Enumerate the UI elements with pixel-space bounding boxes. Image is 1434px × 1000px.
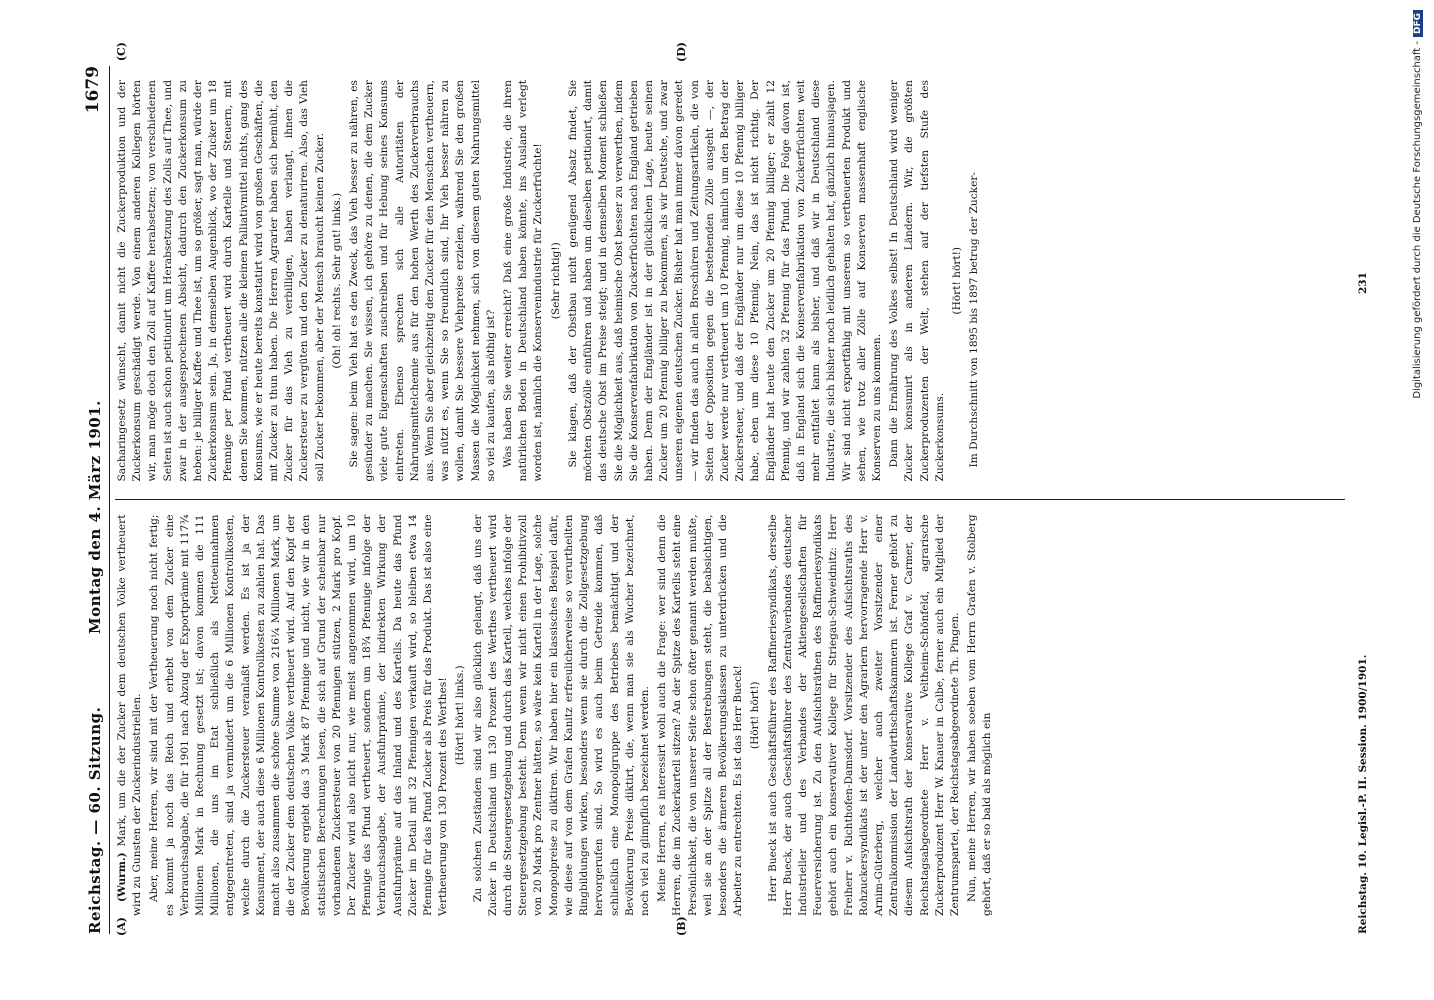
paragraph-text: Meine Herren, es interessirt wohl auch die Frage: wer sind denn die Herren, die im Zuckerkartell sitzen? An der Spitze des Kartells steht eine Persönlichkeit, die von unserer Seite schon öfter genannt werden mußte, weil sie an der Spitze all der Bestrebungen steht, die beabsichtigen, besonders die ärmeren Bevölkerungsklassen zu unterdrücken und die Arbeiter zu entrechten. Es ist das Herr Bueck! — [656, 514, 745, 916]
paragraph-text: Was haben Sie weiter erreicht? Daß eine große Industrie, die ihren natürlichen Boden in Deutschland haben könnte, ins Ausland verlegt worden ist, nämlich die Konservenindustrie für Zuckerfrüchte! — [502, 80, 545, 482]
page-header — [83, 66, 110, 934]
page-number: 1679 — [83, 66, 103, 114]
paragraph-text: Sacharingesetz wünscht, damit nicht die Zuckerproduktion und der Zuckerkonsum geschädigt werde. Von einem anderen Kollegen hörten wir, man möge doch den Zoll auf Kaffee herabsetzen; von verschiedenen Seiten ist auch schon petitionirt um Herabsetzung des Zolls auf Thee, und zwar in der ausgesprochenen Absicht, dadurch den Zuckerkonsum zu heben: je billiger Kaffee und Thee ist, um so größer, sagt man, würde der Zuckerkonsum sein. Ja, in demselben Augenblick, wo der Zucker um 18 Pfennige per Pfund vertheuert wird durch Kartelle und Steuern, mit denen Sie kommen, nützen alle die kleinen Palliativmittel nichts, gang des Konsums, wie er heute bereits konstatirt wird von großen Geschäften, die mit Zucker zu thun haben. Die Herren Agrarier haben sich bemüht, den Zucker für das Vieh zu verbilligen, haben verlangt, ihnen die Zuckersteuer zu vergüten und den Zucker zu denaturiren. Also, das Vieh soll Zucker bekommen, aber der Mensch braucht keinen Zucker. — [116, 80, 326, 482]
page-footer — [1357, 66, 1369, 934]
left-column — [115, 501, 1345, 935]
paragraph-text: Zu solchen Zuständen sind wir also glücklich gelangt, daß uns der Zucker in Deutschland um 130 Prozent des Werthes vertheuert wird durch die Steuergesetzgebung und durch das Kartell, welches infolge der Steuergesetzgebung besteht. Denn wenn wir nicht einen Prohibitivzoll von 20 Mark pro Zentner hätten, so wäre kein Kartell in der Lage, solche Monopolpreise zu diktiren. Wir haben hier ein klassisches Beispiel dafür, wie diese auf von dem Grafen Kanitz erfreulicherweise so verurtheilten Ringbildungen wirken, besonders wenn sie durch die Zollgesetzgebung hervorgerufen sind. So wird es auch beim Getreide kommen, daß schließlich eine Monopolgruppe des Betriebes bemächtigt und der Bevölkerung Preise diktirt, die, wenn man sie als Wucher bezeichnet, noch viel zu glimpflich bezeichnet werden. — [471, 514, 651, 916]
paragraph — [147, 515, 451, 917]
paragraph — [766, 515, 964, 917]
footer-signature: 231 — [1357, 272, 1369, 294]
text-columns — [115, 42, 1345, 936]
paragraph — [501, 80, 547, 482]
paragraph-text: Sie klagen, daß der Obstbau nicht genügend Absatz findet, Sie möchten Obstzölle einführen und haben um dieselben petitionirt, damit das deutsche Obst im Preise steigt; und in demselben Moment schließen Sie die Möglichkeit aus, daß heimische Obst besser zu verwerthen, indem Sie die Konservenfabrikation von Zuckerfrüchten nach England getrieben haben. Denn der Engländer ist in der glücklichen Lage, heute seinen Zucker um 20 Pfennig billiger zu bekommen, als wir Deutsche, und zwar unseren eigenen deutschen Zucker. Bisher hat man immer davon geredet — wir finden das auch in allen Broschüren und Zeitungsartikeln, die von Seiten der Opposition gegen die bestehenden Zölle ausgeht —, der Zucker werde nur vertheuert um 10 Pfennig, nämlich um den Betrag der Zuckersteuer, und daß der Engländer nur um diese 10 Pfennig billiger habe, eben um diese 10 Pfennig. Nein, das ist nicht richtig. Der Engländer hat heute den Zucker um 20 Pfennig billiger; er zahlt 12 Pfennig, und wir zahlen 32 Pfennig für das Pfund. Die Folge davon ist, daß in England sich die Konservenfabrikation von Zuckerfrüchten weit mehr entfaltet kann als bisher, und daß wir in Deutschland diese Industrie, die sich bisher noch leidlich gehalten hat, gänzlich hinausjagen. Wir sind nicht exportfähig mit unserem so vertheuerten Produkt und sehen, wie trotz aller Zölle auf Konserven massenhaft englische Konserven zu uns kommen. — [566, 80, 883, 482]
rotated-page — [65, 40, 1375, 960]
paragraph-text: Herr Bueck ist auch Geschäftsführer des Raffineriesyndikats, derselbe Herr Bueck, der auch Geschäftsführer des Zentralverbandes deutscher Industrieller und des Verbandes der Aktiengesellschaften für Feuerversicherung ist. Zu den Aufsichtsräthen des Raffineriesyndikats gehört auch ein konservativer Kollege für Striegau-Schweidnitz: Herr Freiherr v. Richthofen-Damsdorf. Vorsitzender des Aufsichtsraths des Rohzuckersyndikats ist der unter den Agrariern hervorragende Herr v. Arnim-Güterberg, welcher auch zweiter Vorsitzender einer Zentralkommission der Landwirthschaftskammern ist. Ferner gehört zu diesem Aufsichtsrath der konservative Kollege Graf v. Carmer, der Reichstagsabgeordnete Herr v. Veltheim-Schönfeld, agrarische Zuckerproduzent Herr W. Knauer in Calbe, ferner auch ein Mitglied der Zentrumspartei, der Reichstagsabgeordnete Th. Pingen. — [766, 514, 961, 916]
paragraph — [655, 515, 746, 917]
paragraph-text: Aber, meine Herren, wir sind mit der Vertheuerung noch nicht fertig; es kommt ja noch das Reich und erhebt von dem Zucker eine Verbrauchsabgabe, die für 1901 nach Abzug der Exportprämie mit 117¾ Millionen Mark in Rechnung gesetzt ist; davon kommen die 111 Millionen, die uns im Etat schließlich als Nettoeinnahmen entgegentreten, sind ja vermindert um die 6 Millionen Kontrollkosten, welche durch die Zuckersteuer veranlaßt werden. Es ist ja der Konsument, der auch diese 6 Millionen Kontrollkosten zu zahlen hat. Das macht also zusammen die schöne Summe von 216¼ Millionen Mark, um die der Zucker dem deutschen Volke vertheuert wird. Auf den Kopf der Bevölkerung ergiebt das 3 Mark 87 Pfennige und nicht, wie wir in den statistischen Berechnungen lesen, die sich auf Grund der scheinbar nur vorhandenen Zuckersteuer von 20 Pfennigen stützen, 2 Mark pro Kopf. Der Zucker wird also nicht nur, wie meist angenommen wird, um 10 Pfennige das Pfund vertheuert, sondern um 18¾ Pfennige infolge der Verbrauchsabgabe, der Ausfuhrprämie, der indirekten Wirkung der Ausfuhrprämie auf das Inland und des Kartells. Da heute das Pfund Zucker im Detail mit 32 Pfennigen verkauft wird, so bleiben etwa 14 Pfennige für das Pfund Zucker als Preis für das Produkt. Das ist also eine Vertheuerung von 130 Prozent des Werthes! — [148, 514, 450, 916]
header-date: Montag den 4. März 1901. — [86, 400, 104, 634]
paragraph — [887, 80, 948, 482]
paragraph-text: (Oh! oh! rechts. Sehr gut! links.) — [330, 192, 343, 369]
paragraph — [115, 515, 145, 917]
marker-a: (A) — [115, 917, 128, 936]
paragraph — [965, 515, 995, 917]
paragraph — [950, 80, 965, 482]
paragraph-text: Nun, meine Herren, wir haben soeben vom Herrn Grafen v. Stolberg gehört, daß er so bald als möglich ein — [966, 514, 994, 916]
marker-b: (B) — [675, 916, 688, 936]
header-left: Reichstag. — 60. Sitzung. — [86, 706, 104, 934]
paragraph-text: Im Durchschnitt von 1895 bis 1897 betrug der Zucker- — [968, 172, 981, 468]
paragraph-text: (Hört! hört!) — [749, 681, 762, 750]
paragraph — [549, 80, 564, 482]
paragraph — [967, 80, 982, 482]
paragraph — [347, 80, 499, 482]
right-column — [115, 42, 1345, 501]
paragraph-text: (Hört! hört! links.) — [454, 665, 467, 766]
dfg-logo: DFG — [1413, 10, 1423, 37]
paragraph-text: (Sehr richtig!) — [549, 242, 562, 320]
paragraph — [471, 515, 653, 917]
paragraph — [453, 515, 468, 917]
paragraph-text: Sie sagen: beim Vieh hat es den Zweck, das Vieh besser zu nähren, es gesünder zu machen. Sie wissen, ich gehöre zu denen, die dem Zucker viele gute Eigenschaften zuschreiben und für Hebung seines Konsums eintreten. Ebenso sprechen sich alle Autoritäten der Nahrungsmittelchemie aus für den hohen Werth des Zuckerverbrauchs aus. Wenn Sie aber gleichzeitig den Zucker für den Menschen vertheuern, was nützt es, wenn Sie so freundlich sind, Ihr Vieh besser nähren zu wollen, damit Sie bessere Viehpreise erzielen, während Sie den großen Massen die Möglichkeit nehmen, sich von diesem guten Nahrungsmittel so viel zu kaufen, als nöthig ist? — [348, 80, 497, 482]
marker-c: (C) — [115, 42, 128, 62]
paragraph — [330, 80, 345, 482]
paragraph-text: Dann die Ernährung des Volkes selbst! In Deutschland wird weniger Zucker konsumirt als in anderen Ländern. Wir, die größten Zuckerproduzenten der Welt, stehen auf der tiefsten Stufe des Zuckerkonsums. — [888, 80, 946, 482]
paragraph — [748, 515, 763, 917]
marker-d: (D) — [675, 42, 688, 62]
paragraph-text: (Hört! hört!) — [950, 246, 963, 315]
speaker-name: (Wurm.) — [116, 852, 128, 902]
dfg-sidebar — [1412, 10, 1430, 990]
paragraph — [566, 80, 885, 482]
paragraph-text: Mark, um die der Zucker dem deutschen Volke vertheuert wird zu Gunsten der Zuckerindustriellen. — [116, 514, 144, 916]
footer-session: Reichstag. 10. Legisl.-P. II. Session. 1900/1901. — [1357, 654, 1369, 934]
dfg-credit — [1412, 10, 1430, 990]
paragraph — [115, 80, 328, 482]
dfg-credit-text: Digitalisierung gefördert durch die Deutsche Forschungsgemeinschaft - — [1412, 41, 1423, 399]
